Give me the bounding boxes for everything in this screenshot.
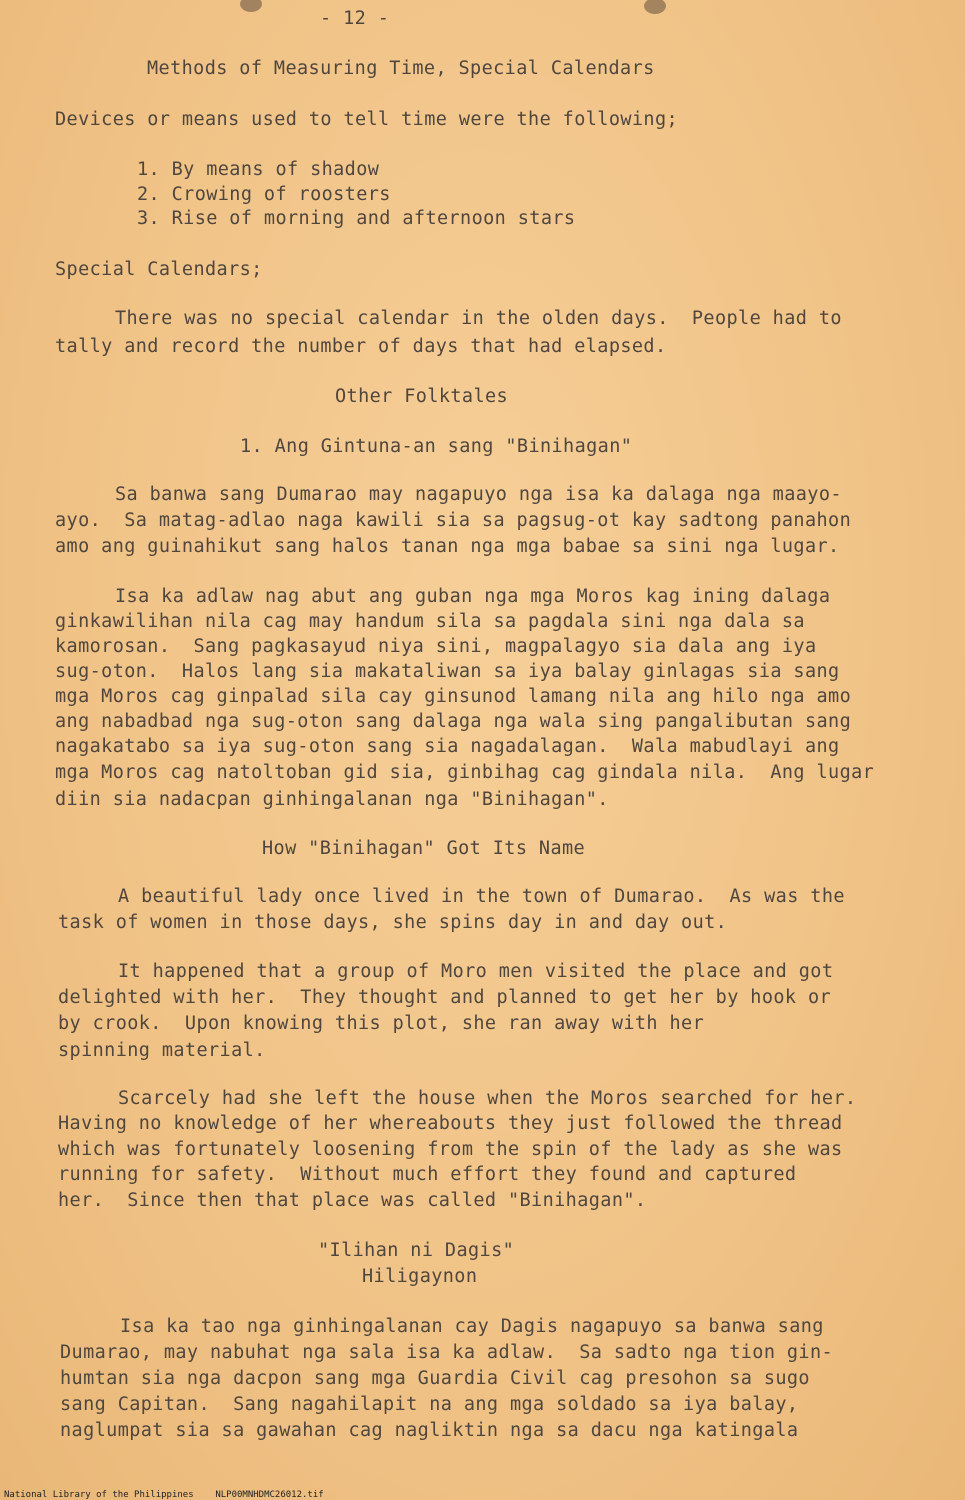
tale1-english-text: which was fortunately loosening from the spin of the lady as she was	[58, 1139, 843, 1160]
tale2-text: sang Capitan. Sang nagahilapit na ang mga soldado sa iya balay,	[60, 1394, 799, 1415]
tale2-title: "Ilihan ni Dagis"	[318, 1240, 515, 1261]
tale2-text: Dumarao, may nabuhat nga sala isa ka adlaw. Sa sadto nga tion gin-	[60, 1342, 834, 1363]
tale2-text: humtan sia nga dacpon sang mga Guardia Civil cag presohon sa sugo	[60, 1368, 810, 1389]
tale1-text: amo ang guinahikut sang halos tanan nga mga babae sa sini nga lugar.	[55, 536, 840, 557]
device-item: 2. Crowing of roosters	[137, 184, 391, 205]
tale1-english-text: A beautiful lady once lived in the town of Dumarao. As was the	[118, 886, 845, 907]
punch-hole-right	[644, 0, 666, 14]
device-item: 1. By means of shadow	[137, 159, 380, 180]
tale1-english-text: task of women in those days, she spins day in and day out.	[58, 912, 728, 933]
tale1-text: Isa ka adlaw nag abut ang guban nga mga Moros kag ining dalaga	[115, 586, 831, 607]
tale1-text: kamorosan. Sang pagkasayud niya sini, magpalagyo sia dala ang iya	[55, 636, 817, 657]
tale1-english-text: running for safety. Without much effort they found and captured	[58, 1164, 797, 1185]
tale1-english-text: by crook. Upon knowing this plot, she ran away with her	[58, 1013, 705, 1034]
tale1-english-text: It happened that a group of Moro men visited the place and got	[118, 961, 834, 982]
page-number: - 12 -	[320, 8, 390, 29]
intro-text: Devices or means used to tell time were the following;	[55, 109, 679, 130]
tale1-title: 1. Ang Gintuna-an sang "Binihagan"	[240, 436, 633, 457]
tale1-english-title: How "Binihagan" Got Its Name	[262, 838, 586, 859]
special-calendars-heading: Special Calendars;	[55, 259, 263, 280]
tale1-text: ang nabadbad nga sug-oton sang dalaga nga wala sing pangalibutan sang	[55, 711, 852, 732]
tale1-english-text: Scarcely had she left the house when the Moros searched for her.	[118, 1088, 857, 1109]
tale2-text: Isa ka tao nga ginhingalanan cay Dagis nagapuyo sa banwa sang	[120, 1316, 824, 1337]
tale1-english-text: Having no knowledge of her whereabouts they just followed the thread	[58, 1113, 843, 1134]
tale1-text: ginkawilihan nila cag may handum sila sa pagdala sini nga dala sa	[55, 611, 805, 632]
tale1-text: ayo. Sa matag-adlao naga kawili sia sa pagsug-ot kay sadtong panahon	[55, 510, 852, 531]
device-item: 3. Rise of morning and afternoon stars	[137, 208, 576, 229]
special-calendars-text: tally and record the number of days that had elapsed.	[55, 336, 667, 357]
tale1-english-text: spinning material.	[58, 1040, 266, 1061]
tale2-text: naglumpat sia sa gawahan cag nagliktin nga sa dacu nga katingala	[60, 1420, 799, 1441]
tale1-text: mga Moros cag natoltoban gid sia, ginbihag cag gindala nila. Ang lugar	[55, 762, 875, 783]
tale1-english-text: her. Since then that place was called "Binihagan".	[58, 1190, 647, 1211]
tale1-text: mga Moros cag ginpalad sila cay ginsunod lamang nila ang hilo nga amo	[55, 686, 852, 707]
tale1-text: sug-oton. Halos lang sia makataliwan sa iya balay ginlagas sia sang	[55, 661, 840, 682]
special-calendars-text: There was no special calendar in the olden days. People had to	[115, 308, 842, 329]
tale1-text: nagakatabo sa iya sug-oton sang sia nagadalagan. Wala mabudlayi ang	[55, 736, 840, 757]
section-title: Methods of Measuring Time, Special Calendars	[147, 58, 655, 79]
tale1-text: Sa banwa sang Dumarao may nagapuyo nga isa ka dalaga nga maayo-	[115, 484, 842, 505]
other-folktales-heading: Other Folktales	[335, 386, 509, 407]
tale1-text: diin sia nadacpan ginhingalanan nga "Binihagan".	[55, 789, 609, 810]
tale2-language: Hiligaynon	[362, 1266, 478, 1287]
punch-hole-left	[240, 0, 262, 12]
scan-footer: National Library of the Philippines NLP00MNHDMC26012.tif	[4, 1490, 324, 1500]
tale1-english-text: delighted with her. They thought and planned to get her by hook or	[58, 987, 832, 1008]
